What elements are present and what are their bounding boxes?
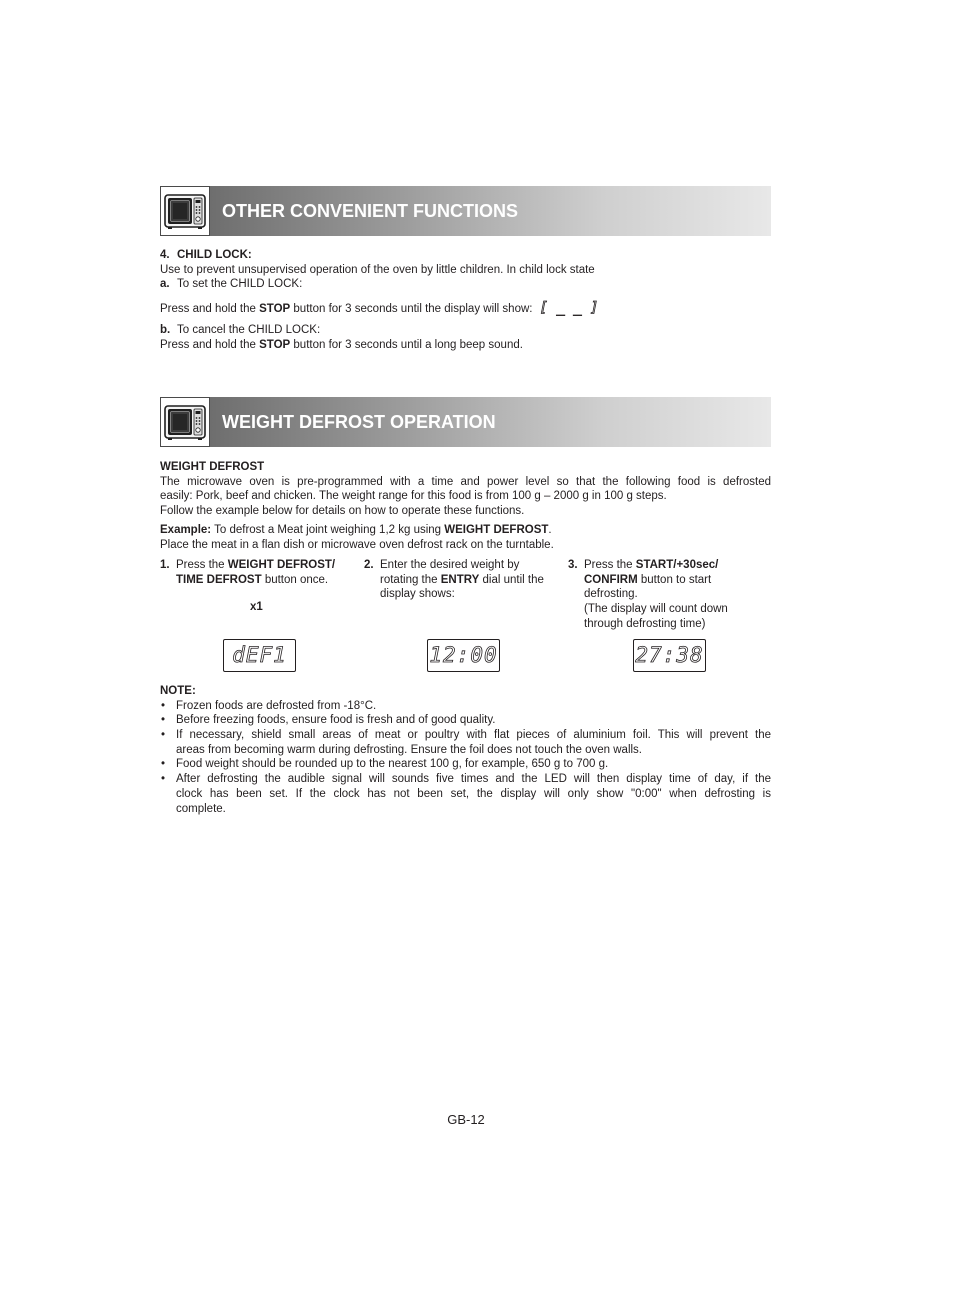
child-lock-cancel-block (160, 323, 771, 352)
weight-defrost-key-label: WEIGHT DEFROST (444, 524, 549, 536)
paragraph-line: easily: Pork, beef and chicken. The weight range for this food is from 100 g – 2000 g in 100 g steps. (160, 490, 667, 503)
step-line-text: Press the (584, 559, 636, 571)
step-line (584, 558, 758, 573)
page-number: GB-12 (447, 1112, 485, 1127)
section-title: OTHER CONVENIENT FUNCTIONS (222, 201, 519, 221)
child-lock-set-label: To set the CHILD LOCK: (177, 278, 303, 291)
child-lock-cancel-label: To cancel the CHILD LOCK: (177, 324, 321, 336)
note-bullet (160, 772, 771, 816)
bullet-line: If necessary, shield small areas of meat or poultry with flat pieces of aluminium foil. This will prevent the (176, 729, 771, 742)
bullet-line: clock has been set. If the clock has not been set, the display will only show "0:00" when defrosting is (176, 787, 771, 800)
step-line-text: Press the (176, 559, 228, 571)
section-title: WEIGHT DEFROST OPERATION (222, 412, 496, 432)
step-line: through defrosting time) (584, 617, 706, 630)
bullet-marker: • (161, 773, 166, 786)
key-label: CONFIRM (584, 573, 638, 586)
instruction-text: button for 3 seconds until a long beep sound. (290, 338, 523, 351)
display-step-1: dEF1 (223, 639, 296, 672)
step-3 (568, 558, 758, 631)
step-line (584, 573, 758, 588)
step-1 (160, 558, 350, 587)
bullet-line: Food weight should be rounded up to the nearest 100 g, for example, 650 g to 700 g. (176, 758, 609, 771)
step-text (380, 558, 554, 602)
key-label: ENTRY (440, 573, 480, 586)
child-lock-intro: Use to prevent unsupervised operation of the oven by little children. In child lock state (160, 263, 595, 276)
bullet-line: complete. (176, 802, 226, 815)
child-lock-title: CHILD LOCK: (177, 249, 252, 261)
step-line-text: rotating the (380, 573, 441, 586)
microwave-icon (160, 397, 210, 447)
step-number: 2. (364, 559, 374, 571)
press-count-label: x1 (250, 601, 263, 613)
child-lock-block (160, 248, 771, 292)
step-line: (The display will count down (584, 603, 728, 616)
instruction-text: Press and hold the (160, 303, 260, 315)
sub-item-letter: a. (160, 278, 170, 291)
bullet-line: Before freezing foods, ensure food is fresh and of good quality. (176, 714, 496, 727)
instruction-text: button for 3 seconds until the display will show: (290, 303, 533, 315)
bullet-text (176, 713, 771, 728)
child-lock-set-instruction (160, 301, 599, 316)
note-heading: NOTE: (160, 685, 196, 697)
step-line: display shows: (380, 588, 455, 601)
step-line-text: button to start (637, 573, 712, 586)
key-label: TIME DEFROST (176, 573, 262, 586)
step-line-text: button once. (261, 573, 329, 586)
step-number: 3. (568, 559, 578, 571)
child-lock-cancel-heading (160, 323, 771, 338)
key-label: START/+30sec/ (635, 559, 719, 571)
child-lock-heading (160, 248, 771, 263)
step-text (176, 558, 350, 587)
step-line: defrosting. (584, 588, 638, 601)
sub-item-letter: b. (160, 324, 171, 336)
step-line: Enter the desired weight by (380, 559, 520, 571)
bullet-marker: • (161, 714, 166, 727)
section-header-weight-defrost-operation (160, 397, 771, 447)
step-line (380, 573, 554, 588)
display-step-2: 12:00 (427, 639, 500, 672)
step-line (176, 573, 350, 588)
child-lock-cancel-instruction (160, 338, 771, 353)
example-line-2: Place the meat in a flan dish or microwave oven defrost rack on the turntable. (160, 538, 554, 551)
key-label: WEIGHT DEFROST/ (227, 559, 336, 571)
item-number: 4. (160, 249, 170, 261)
paragraph-line: The microwave oven is pre-programmed with a time and power level so that the following food is defrosted (160, 475, 771, 488)
bullet-line: After defrosting the audible signal will sounds five times and the LED will then display time of day, if the (176, 773, 771, 786)
bullet-text (176, 772, 771, 816)
step-text (584, 558, 758, 631)
section-header-other-convenient-functions (160, 186, 771, 236)
weight-defrost-heading: WEIGHT DEFROST (160, 461, 265, 473)
bullet-text (176, 757, 771, 772)
instruction-text: Press and hold the (160, 338, 260, 351)
note-bullet (160, 713, 771, 728)
note-bullet (160, 728, 771, 757)
weight-defrost-intro (160, 460, 771, 519)
note-block (160, 684, 771, 816)
stop-key-label: STOP (259, 338, 291, 351)
microwave-icon (160, 186, 210, 236)
child-lock-display: [ _ _ ] (539, 300, 599, 316)
bullet-text (176, 728, 771, 757)
child-lock-set-heading (160, 277, 771, 292)
bullet-line: Frozen foods are defrosted from -18°C. (176, 699, 377, 712)
example-text: . (548, 524, 552, 536)
bullet-marker: • (161, 729, 166, 742)
note-bullet (160, 757, 771, 772)
step-number: 1. (160, 559, 170, 571)
bullet-line: areas from becoming warm during defrosting. Ensure the foil does not touch the oven walls. (176, 743, 642, 756)
step-line-text: dial until the (479, 573, 544, 586)
bullet-text (176, 699, 771, 714)
paragraph-line: Follow the example below for details on how to operate these functions. (160, 505, 525, 518)
bullet-marker: • (161, 699, 166, 712)
example-text: To defrost a Meat joint weighing 1,2 kg using (211, 524, 445, 536)
step-2 (364, 558, 554, 602)
display-step-3: 27:38 (633, 639, 706, 672)
example-label: Example: (160, 524, 212, 536)
bullet-marker: • (161, 758, 166, 771)
example-line (160, 523, 771, 538)
step-line (176, 558, 350, 573)
note-bullet (160, 699, 771, 714)
stop-key-label: STOP (259, 303, 291, 315)
example-block (160, 523, 771, 552)
